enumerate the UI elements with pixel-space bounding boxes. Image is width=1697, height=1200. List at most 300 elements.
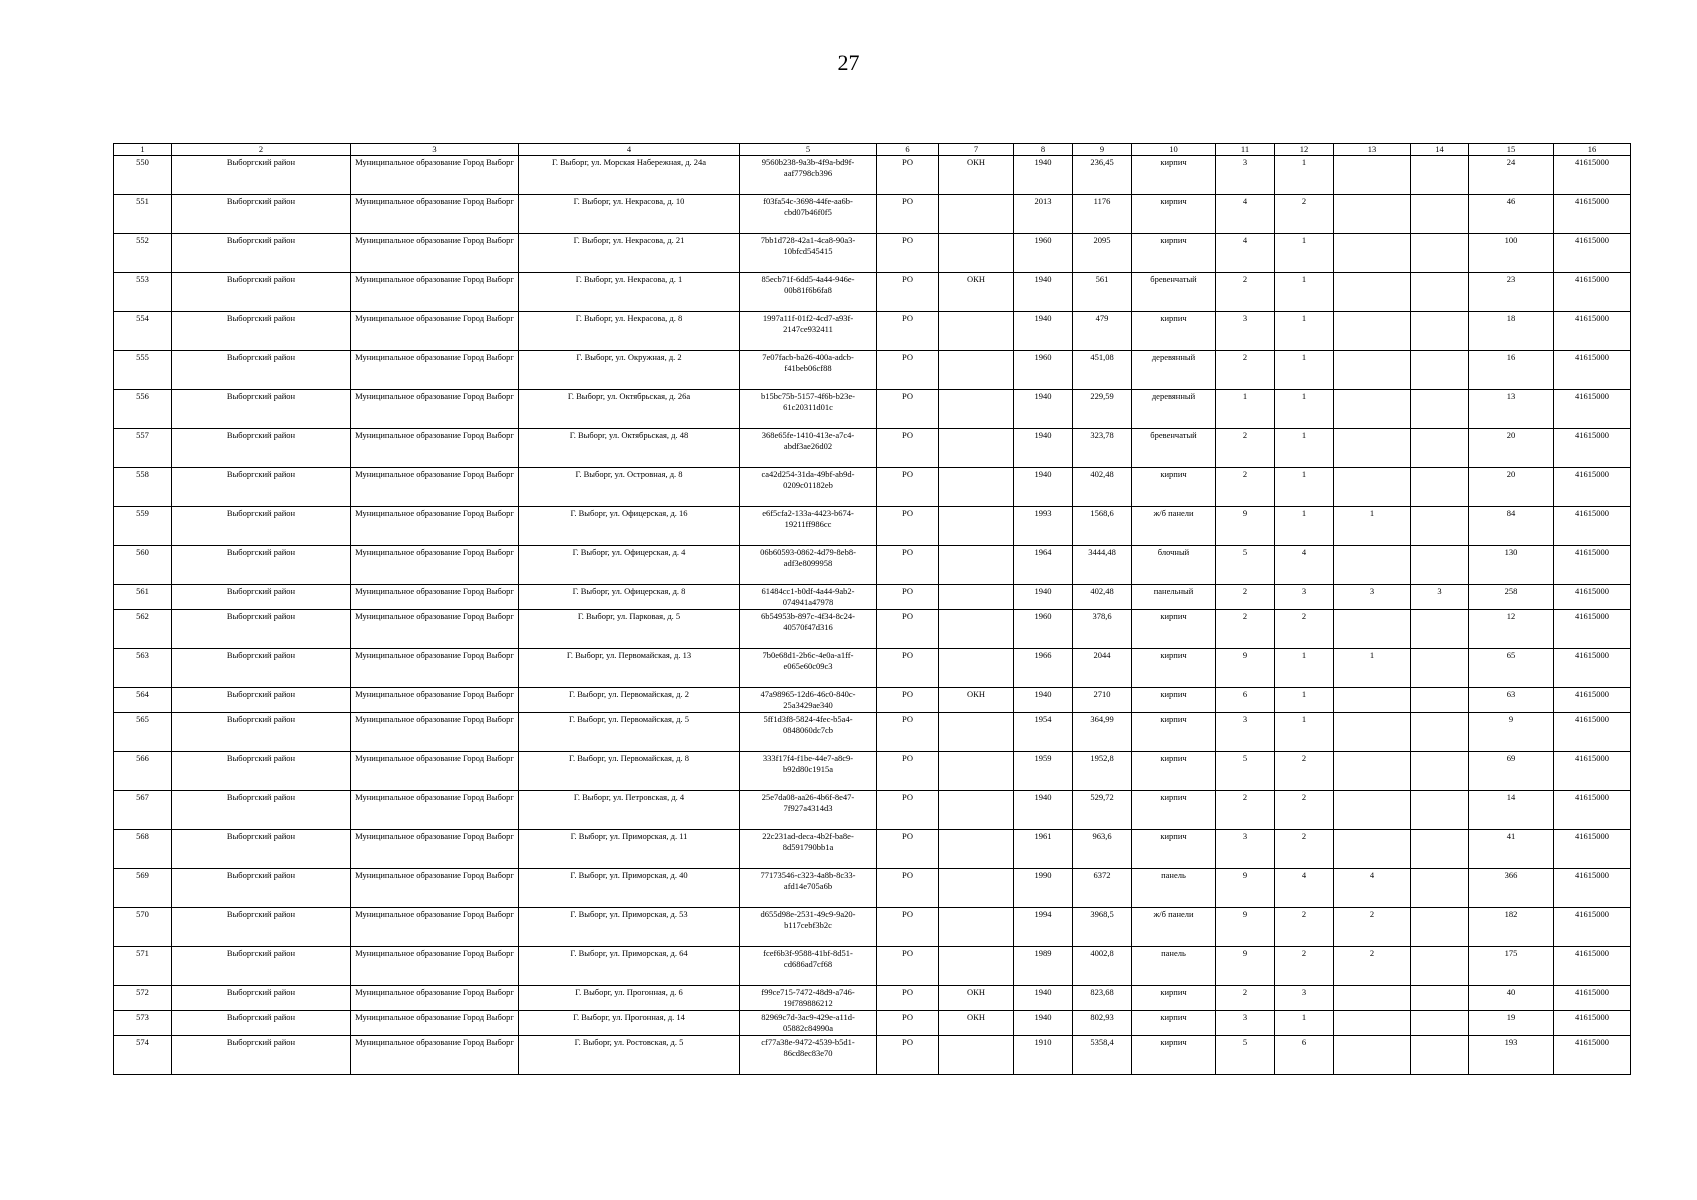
table-row — [114, 507, 1631, 546]
status-cell: РО — [877, 429, 939, 468]
okn-cell — [939, 195, 1014, 234]
page-number: 27 — [837, 50, 860, 75]
col14-cell — [1411, 195, 1469, 234]
table-row — [114, 156, 1631, 195]
okn-cell — [939, 830, 1014, 869]
table-row — [114, 468, 1631, 507]
column-header: 6 — [877, 144, 939, 156]
area-cell: 529,72 — [1073, 791, 1132, 830]
entrances-cell: 1 — [1275, 234, 1334, 273]
table-row — [114, 585, 1631, 610]
municipality-cell: Муниципальное образование Город Выборг — [351, 986, 519, 1011]
district-cell: Выборгский район — [172, 610, 351, 649]
row-number-cell: 551 — [114, 195, 172, 234]
oktmo-cell: 41615000 — [1554, 713, 1631, 752]
area-cell: 963,6 — [1073, 830, 1132, 869]
oktmo-cell: 41615000 — [1554, 610, 1631, 649]
col13-cell — [1334, 468, 1411, 507]
residents-cell: 13 — [1469, 390, 1554, 429]
okn-cell — [939, 610, 1014, 649]
entrances-cell: 3 — [1275, 585, 1334, 610]
area-cell: 5358,4 — [1073, 1036, 1132, 1075]
residents-cell: 63 — [1469, 688, 1554, 713]
guid-cell: 7b0e68d1-2b6c-4e0a-a1ff-e065e60c09c3 — [740, 649, 877, 688]
row-number-cell: 557 — [114, 429, 172, 468]
okn-cell: ОКН — [939, 986, 1014, 1011]
floors-cell: 2 — [1216, 273, 1275, 312]
oktmo-cell: 41615000 — [1554, 351, 1631, 390]
municipality-cell: Муниципальное образование Город Выборг — [351, 507, 519, 546]
year-cell: 1940 — [1014, 791, 1073, 830]
year-cell: 1960 — [1014, 234, 1073, 273]
guid-cell: f03fa54c-3698-44fe-aa6b-cbd07b46f0f5 — [740, 195, 877, 234]
wall-material-cell: кирпич — [1132, 752, 1216, 791]
oktmo-cell: 41615000 — [1554, 429, 1631, 468]
floors-cell: 2 — [1216, 791, 1275, 830]
okn-cell — [939, 791, 1014, 830]
row-number-cell: 572 — [114, 986, 172, 1011]
address-cell: Г. Выборг, ул. Октябрьская, д. 48 — [519, 429, 740, 468]
year-cell: 1940 — [1014, 986, 1073, 1011]
address-cell: Г. Выборг, ул. Офицерская, д. 16 — [519, 507, 740, 546]
wall-material-cell: кирпич — [1132, 986, 1216, 1011]
residents-cell: 46 — [1469, 195, 1554, 234]
guid-cell: f99ce715-7472-48d9-a746-19f789886212 — [740, 986, 877, 1011]
residents-cell: 193 — [1469, 1036, 1554, 1075]
column-header: 1 — [114, 144, 172, 156]
entrances-cell: 2 — [1275, 752, 1334, 791]
row-number-cell: 564 — [114, 688, 172, 713]
guid-cell: 47a98965-12d6-46c0-840c-25a3429ae340 — [740, 688, 877, 713]
status-cell: РО — [877, 351, 939, 390]
col13-cell — [1334, 234, 1411, 273]
year-cell: 1960 — [1014, 610, 1073, 649]
col13-cell: 4 — [1334, 869, 1411, 908]
col13-cell — [1334, 390, 1411, 429]
oktmo-cell: 41615000 — [1554, 585, 1631, 610]
table-row — [114, 713, 1631, 752]
year-cell: 1994 — [1014, 908, 1073, 947]
table-row — [114, 429, 1631, 468]
col14-cell — [1411, 986, 1469, 1011]
registry-table — [113, 143, 1631, 1075]
wall-material-cell: деревянный — [1132, 351, 1216, 390]
col14-cell — [1411, 869, 1469, 908]
col13-cell — [1334, 156, 1411, 195]
entrances-cell: 4 — [1275, 546, 1334, 585]
oktmo-cell: 41615000 — [1554, 1036, 1631, 1075]
column-header: 12 — [1275, 144, 1334, 156]
okn-cell: ОКН — [939, 273, 1014, 312]
municipality-cell: Муниципальное образование Город Выборг — [351, 1011, 519, 1036]
status-cell: РО — [877, 1036, 939, 1075]
col14-cell — [1411, 468, 1469, 507]
address-cell: Г. Выборг, ул. Первомайская, д. 5 — [519, 713, 740, 752]
row-number-cell: 555 — [114, 351, 172, 390]
floors-cell: 5 — [1216, 546, 1275, 585]
entrances-cell: 2 — [1275, 908, 1334, 947]
guid-cell: 5ff1d3f8-5824-4fec-b5a4-0848060dc7cb — [740, 713, 877, 752]
floors-cell: 3 — [1216, 830, 1275, 869]
residents-cell: 182 — [1469, 908, 1554, 947]
area-cell: 451,08 — [1073, 351, 1132, 390]
wall-material-cell: бревенчатый — [1132, 429, 1216, 468]
oktmo-cell: 41615000 — [1554, 234, 1631, 273]
wall-material-cell: панель — [1132, 869, 1216, 908]
okn-cell — [939, 351, 1014, 390]
wall-material-cell: кирпич — [1132, 830, 1216, 869]
residents-cell: 84 — [1469, 507, 1554, 546]
guid-cell: 82969c7d-3ac9-429e-a11d-05882c84990a — [740, 1011, 877, 1036]
floors-cell: 2 — [1216, 610, 1275, 649]
registry-table-wrapper — [113, 143, 1630, 1075]
okn-cell — [939, 468, 1014, 507]
table-row — [114, 830, 1631, 869]
column-header: 11 — [1216, 144, 1275, 156]
table-row — [114, 752, 1631, 791]
status-cell: РО — [877, 273, 939, 312]
guid-cell: b15bc75b-5157-4f6b-b23e-61c20311d01c — [740, 390, 877, 429]
address-cell: Г. Выборг, ул. Приморская, д. 40 — [519, 869, 740, 908]
table-row — [114, 1036, 1631, 1075]
municipality-cell: Муниципальное образование Город Выборг — [351, 649, 519, 688]
wall-material-cell: блочный — [1132, 546, 1216, 585]
table-row — [114, 312, 1631, 351]
floors-cell: 3 — [1216, 1011, 1275, 1036]
floors-cell: 2 — [1216, 468, 1275, 507]
row-number-cell: 570 — [114, 908, 172, 947]
residents-cell: 16 — [1469, 351, 1554, 390]
col14-cell — [1411, 312, 1469, 351]
wall-material-cell: ж/б панели — [1132, 908, 1216, 947]
district-cell: Выборгский район — [172, 947, 351, 986]
district-cell: Выборгский район — [172, 429, 351, 468]
okn-cell: ОКН — [939, 688, 1014, 713]
status-cell: РО — [877, 869, 939, 908]
district-cell: Выборгский район — [172, 351, 351, 390]
municipality-cell: Муниципальное образование Город Выборг — [351, 546, 519, 585]
district-cell: Выборгский район — [172, 507, 351, 546]
residents-cell: 24 — [1469, 156, 1554, 195]
residents-cell: 130 — [1469, 546, 1554, 585]
status-cell: РО — [877, 713, 939, 752]
wall-material-cell: кирпич — [1132, 688, 1216, 713]
okn-cell — [939, 390, 1014, 429]
oktmo-cell: 41615000 — [1554, 1011, 1631, 1036]
guid-cell: 7e07facb-ba26-400a-adcb-f41beb06cf88 — [740, 351, 877, 390]
row-number-cell: 562 — [114, 610, 172, 649]
oktmo-cell: 41615000 — [1554, 869, 1631, 908]
oktmo-cell: 41615000 — [1554, 312, 1631, 351]
address-cell: Г. Выборг, ул. Ростовская, д. 5 — [519, 1036, 740, 1075]
address-cell: Г. Выборг, ул. Окружная, д. 2 — [519, 351, 740, 390]
residents-cell: 41 — [1469, 830, 1554, 869]
entrances-cell: 6 — [1275, 1036, 1334, 1075]
col14-cell — [1411, 546, 1469, 585]
residents-cell: 19 — [1469, 1011, 1554, 1036]
oktmo-cell: 41615000 — [1554, 195, 1631, 234]
municipality-cell: Муниципальное образование Город Выборг — [351, 429, 519, 468]
floors-cell: 5 — [1216, 752, 1275, 791]
residents-cell: 18 — [1469, 312, 1554, 351]
status-cell: РО — [877, 830, 939, 869]
guid-cell: 333f17f4-f1be-44e7-a8c9-b92d80c1915a — [740, 752, 877, 791]
residents-cell: 65 — [1469, 649, 1554, 688]
year-cell: 1993 — [1014, 507, 1073, 546]
entrances-cell: 1 — [1275, 688, 1334, 713]
residents-cell: 20 — [1469, 468, 1554, 507]
district-cell: Выборгский район — [172, 908, 351, 947]
area-cell: 1176 — [1073, 195, 1132, 234]
district-cell: Выборгский район — [172, 752, 351, 791]
row-number-cell: 571 — [114, 947, 172, 986]
guid-cell: 7bb1d728-42a1-4ca8-90a3-10bfcd545415 — [740, 234, 877, 273]
address-cell: Г. Выборг, ул. Некрасова, д. 1 — [519, 273, 740, 312]
municipality-cell: Муниципальное образование Город Выборг — [351, 830, 519, 869]
year-cell: 1940 — [1014, 156, 1073, 195]
row-number-cell: 569 — [114, 869, 172, 908]
address-cell: Г. Выборг, ул. Некрасова, д. 21 — [519, 234, 740, 273]
entrances-cell: 1 — [1275, 351, 1334, 390]
year-cell: 1940 — [1014, 1011, 1073, 1036]
column-header: 13 — [1334, 144, 1411, 156]
row-number-cell: 574 — [114, 1036, 172, 1075]
municipality-cell: Муниципальное образование Город Выборг — [351, 688, 519, 713]
wall-material-cell: кирпич — [1132, 1036, 1216, 1075]
table-row — [114, 273, 1631, 312]
okn-cell — [939, 234, 1014, 273]
address-cell: Г. Выборг, ул. Некрасова, д. 10 — [519, 195, 740, 234]
guid-cell: 77173546-c323-4a8b-8c33-afd14e705a6b — [740, 869, 877, 908]
oktmo-cell: 41615000 — [1554, 688, 1631, 713]
area-cell: 1952,8 — [1073, 752, 1132, 791]
col13-cell — [1334, 429, 1411, 468]
table-row — [114, 195, 1631, 234]
column-header: 14 — [1411, 144, 1469, 156]
municipality-cell: Муниципальное образование Город Выборг — [351, 234, 519, 273]
residents-cell: 100 — [1469, 234, 1554, 273]
entrances-cell: 1 — [1275, 468, 1334, 507]
municipality-cell: Муниципальное образование Город Выборг — [351, 610, 519, 649]
okn-cell — [939, 312, 1014, 351]
row-number-cell: 567 — [114, 791, 172, 830]
table-row — [114, 546, 1631, 585]
district-cell: Выборгский район — [172, 156, 351, 195]
entrances-cell: 2 — [1275, 830, 1334, 869]
year-cell: 1961 — [1014, 830, 1073, 869]
status-cell: РО — [877, 234, 939, 273]
area-cell: 2710 — [1073, 688, 1132, 713]
col14-cell — [1411, 791, 1469, 830]
municipality-cell: Муниципальное образование Город Выборг — [351, 273, 519, 312]
guid-cell: 85ecb71f-6dd5-4a44-946e-00b81f6b6fa8 — [740, 273, 877, 312]
status-cell: РО — [877, 752, 939, 791]
floors-cell: 2 — [1216, 585, 1275, 610]
area-cell: 561 — [1073, 273, 1132, 312]
okn-cell — [939, 507, 1014, 546]
entrances-cell: 1 — [1275, 649, 1334, 688]
column-header: 5 — [740, 144, 877, 156]
table-row — [114, 390, 1631, 429]
year-cell: 1960 — [1014, 351, 1073, 390]
oktmo-cell: 41615000 — [1554, 507, 1631, 546]
address-cell: Г. Выборг, ул. Морская Набережная, д. 24а — [519, 156, 740, 195]
status-cell: РО — [877, 986, 939, 1011]
table-row — [114, 986, 1631, 1011]
column-header: 15 — [1469, 144, 1554, 156]
status-cell: РО — [877, 947, 939, 986]
district-cell: Выборгский район — [172, 312, 351, 351]
year-cell: 1940 — [1014, 390, 1073, 429]
municipality-cell: Муниципальное образование Город Выборг — [351, 468, 519, 507]
row-number-cell: 556 — [114, 390, 172, 429]
wall-material-cell: панель — [1132, 947, 1216, 986]
oktmo-cell: 41615000 — [1554, 390, 1631, 429]
district-cell: Выборгский район — [172, 1036, 351, 1075]
table-row — [114, 791, 1631, 830]
table-row — [114, 869, 1631, 908]
entrances-cell: 1 — [1275, 713, 1334, 752]
col13-cell — [1334, 830, 1411, 869]
guid-cell: 22c231ad-deca-4b2f-ba8e-8d591790bb1a — [740, 830, 877, 869]
column-number-row — [114, 144, 1631, 156]
column-header: 4 — [519, 144, 740, 156]
col14-cell — [1411, 507, 1469, 546]
guid-cell: 25e7da08-aa26-4b6f-8e47-7f927a4314d3 — [740, 791, 877, 830]
address-cell: Г. Выборг, ул. Приморская, д. 11 — [519, 830, 740, 869]
oktmo-cell: 41615000 — [1554, 546, 1631, 585]
floors-cell: 9 — [1216, 507, 1275, 546]
residents-cell: 14 — [1469, 791, 1554, 830]
area-cell: 4002,8 — [1073, 947, 1132, 986]
okn-cell — [939, 752, 1014, 791]
guid-cell: ca42d254-31da-49bf-ab9d-0209c01182eb — [740, 468, 877, 507]
row-number-cell: 561 — [114, 585, 172, 610]
okn-cell — [939, 869, 1014, 908]
district-cell: Выборгский район — [172, 649, 351, 688]
municipality-cell: Муниципальное образование Город Выборг — [351, 585, 519, 610]
oktmo-cell: 41615000 — [1554, 791, 1631, 830]
col13-cell: 2 — [1334, 908, 1411, 947]
guid-cell: 368e65fe-1410-413e-a7c4-abdf3ae26d02 — [740, 429, 877, 468]
residents-cell: 23 — [1469, 273, 1554, 312]
oktmo-cell: 41615000 — [1554, 986, 1631, 1011]
residents-cell: 258 — [1469, 585, 1554, 610]
column-header: 3 — [351, 144, 519, 156]
okn-cell — [939, 908, 1014, 947]
year-cell: 1990 — [1014, 869, 1073, 908]
entrances-cell: 1 — [1275, 390, 1334, 429]
floors-cell: 2 — [1216, 429, 1275, 468]
guid-cell: e6f5cfa2-133a-4423-b674-19211ff986cc — [740, 507, 877, 546]
wall-material-cell: кирпич — [1132, 713, 1216, 752]
district-cell: Выборгский район — [172, 234, 351, 273]
district-cell: Выборгский район — [172, 585, 351, 610]
status-cell: РО — [877, 468, 939, 507]
col13-cell — [1334, 351, 1411, 390]
col13-cell: 2 — [1334, 947, 1411, 986]
floors-cell: 9 — [1216, 649, 1275, 688]
area-cell: 229,59 — [1073, 390, 1132, 429]
col14-cell — [1411, 947, 1469, 986]
row-number-cell: 558 — [114, 468, 172, 507]
address-cell: Г. Выборг, ул. Островная, д. 8 — [519, 468, 740, 507]
table-row — [114, 649, 1631, 688]
okn-cell — [939, 649, 1014, 688]
floors-cell: 2 — [1216, 986, 1275, 1011]
district-cell: Выборгский район — [172, 195, 351, 234]
entrances-cell: 2 — [1275, 947, 1334, 986]
status-cell: РО — [877, 390, 939, 429]
okn-cell — [939, 947, 1014, 986]
entrances-cell: 4 — [1275, 869, 1334, 908]
floors-cell: 4 — [1216, 234, 1275, 273]
col13-cell — [1334, 610, 1411, 649]
floors-cell: 9 — [1216, 869, 1275, 908]
address-cell: Г. Выборг, ул. Офицерская, д. 8 — [519, 585, 740, 610]
okn-cell — [939, 429, 1014, 468]
address-cell: Г. Выборг, ул. Первомайская, д. 2 — [519, 688, 740, 713]
column-header: 7 — [939, 144, 1014, 156]
wall-material-cell: кирпич — [1132, 610, 1216, 649]
col13-cell: 3 — [1334, 585, 1411, 610]
entrances-cell: 2 — [1275, 610, 1334, 649]
residents-cell: 40 — [1469, 986, 1554, 1011]
col14-cell — [1411, 273, 1469, 312]
col13-cell — [1334, 688, 1411, 713]
row-number-cell: 550 — [114, 156, 172, 195]
col14-cell — [1411, 1011, 1469, 1036]
floors-cell: 3 — [1216, 312, 1275, 351]
year-cell: 1940 — [1014, 688, 1073, 713]
col14-cell — [1411, 1036, 1469, 1075]
col14-cell: 3 — [1411, 585, 1469, 610]
col14-cell — [1411, 713, 1469, 752]
status-cell: РО — [877, 195, 939, 234]
oktmo-cell: 41615000 — [1554, 273, 1631, 312]
district-cell: Выборгский район — [172, 986, 351, 1011]
address-cell: Г. Выборг, ул. Офицерская, д. 4 — [519, 546, 740, 585]
guid-cell: 06b60593-0862-4d79-8eb8-adf3e8099958 — [740, 546, 877, 585]
column-header: 9 — [1073, 144, 1132, 156]
table-row — [114, 947, 1631, 986]
row-number-cell: 565 — [114, 713, 172, 752]
address-cell: Г. Выборг, ул. Первомайская, д. 8 — [519, 752, 740, 791]
entrances-cell: 1 — [1275, 156, 1334, 195]
col14-cell — [1411, 830, 1469, 869]
address-cell: Г. Выборг, ул. Некрасова, д. 8 — [519, 312, 740, 351]
guid-cell: 9560b238-9a3b-4f9a-bd9f-aaf7798cb396 — [740, 156, 877, 195]
floors-cell: 3 — [1216, 156, 1275, 195]
oktmo-cell: 41615000 — [1554, 752, 1631, 791]
wall-material-cell: кирпич — [1132, 312, 1216, 351]
table-body — [114, 156, 1631, 1075]
col14-cell — [1411, 156, 1469, 195]
area-cell: 6372 — [1073, 869, 1132, 908]
address-cell: Г. Выборг, ул. Парковая, д. 5 — [519, 610, 740, 649]
residents-cell: 69 — [1469, 752, 1554, 791]
status-cell: РО — [877, 156, 939, 195]
entrances-cell: 3 — [1275, 986, 1334, 1011]
guid-cell: 1997a11f-01f2-4cd7-a93f-2147ce932411 — [740, 312, 877, 351]
municipality-cell: Муниципальное образование Город Выборг — [351, 752, 519, 791]
wall-material-cell: кирпич — [1132, 468, 1216, 507]
col13-cell — [1334, 986, 1411, 1011]
col13-cell — [1334, 1036, 1411, 1075]
col14-cell — [1411, 351, 1469, 390]
address-cell: Г. Выборг, ул. Приморская, д. 53 — [519, 908, 740, 947]
district-cell: Выборгский район — [172, 791, 351, 830]
